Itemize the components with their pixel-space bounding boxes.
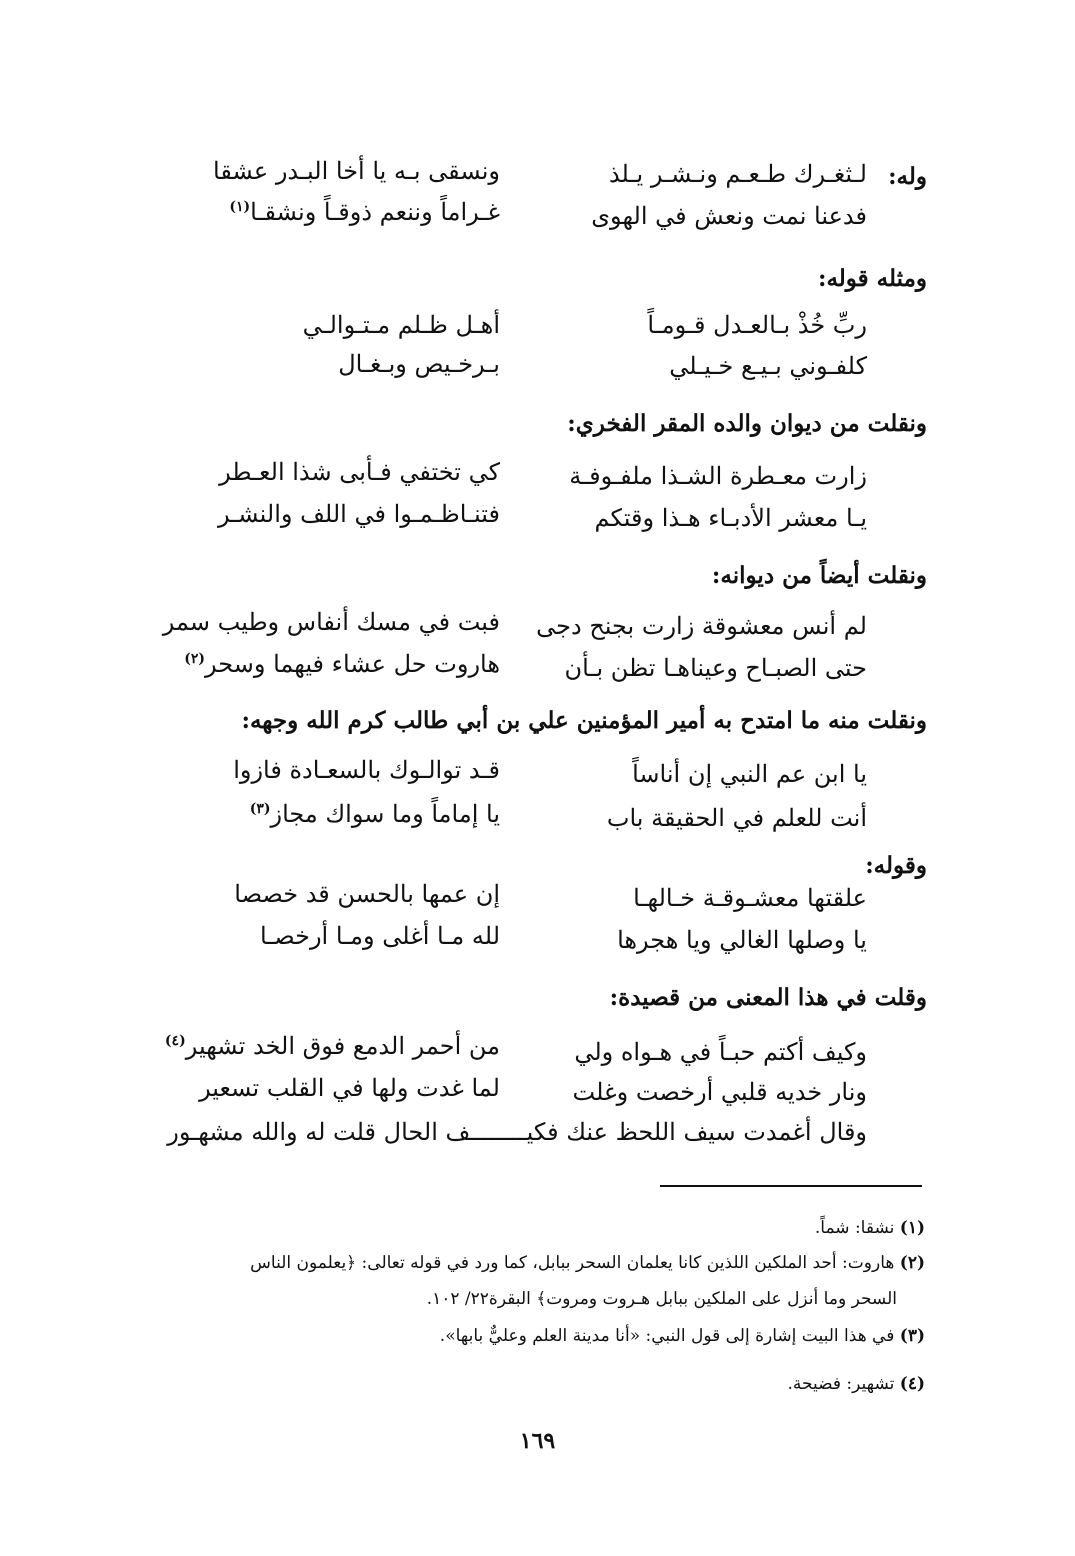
verse-hemistich-first: يا ابن عم النبي إن أناساً [632,760,867,788]
verse-hemistich-first: علقتها معشـوقـة خـالهـا [633,884,867,912]
section-label: ونقلت من ديوان والده المقر الفخري: [567,410,927,437]
verse-hemistich-first: لم أنس معشوقة زارت بجنح دجى [536,612,867,640]
verse-hemistich-first: وكيف أكتم حبـاً في هـواه ولي [574,1038,867,1066]
verse-hemistich-first: يـا معشر الأدبـاء هـذا وقتكم [594,504,867,532]
verse-hemistich-second [170,198,500,226]
verse-text: غـراماً وننعم ذوقـاً ونشقـا [250,198,500,226]
verse-hemistich-second: لله مـا أغلى ومـا أرخصـا [259,922,500,950]
verse-hemistich-first: كلفـوني بـيـع خـيـلي [669,352,867,380]
verse-hemistich-first: لـثغـرك طـعـم ونـشـر يـلذ [608,160,867,188]
footnote-number: (٤) [899,1374,925,1394]
section-label: وقلت في هذا المعنى من قصيدة: [609,984,927,1011]
section-label: ونقلت أيضاً من ديوانه: [711,562,927,589]
verse-hemistich-first: فدعنا نمت ونعش في الهوى [591,202,867,230]
footnote [100,1218,925,1238]
verse-hemistich-second: إن عمها بالحسن قد خصصا [234,880,500,908]
verse-hemistich-second: لما غدت ولها في القلب تسعير [199,1074,500,1102]
verse-hemistich-first: يا وصلها الغالي ويا هجرها [617,926,867,954]
footnote-number: (١) [899,1218,925,1238]
footnote-text: تشهير: فضيحة. [787,1374,895,1394]
footnote-marker: (٢) [184,651,205,667]
verse-joined-line: وقال أغمدت سيف اللحظ عنك فكيــــــــف الحال قلت له والله مشهـور [167,1118,867,1146]
footnote [100,1374,925,1394]
footnote-number: (٢) [899,1253,925,1273]
section-label: وقوله: [865,852,927,879]
verse-hemistich-second: كي تختفي فـأبى شذا العـطر [219,458,500,486]
verse-hemistich-second: قـد توالـوك بالسعـادة فازوا [233,756,500,784]
verse-text: يا إماماً وما سواك مجاز [270,800,500,828]
verse-hemistich-second: بـرخـيص وبـغـال [338,350,500,378]
footnote-number: (٣) [899,1326,925,1346]
footnote-text: في هذا البيت إشارة إلى قول النبي: «أنا مدينة العلم وعليٌّ بابها». [439,1326,895,1346]
footnote-text: نشقا: شماً. [814,1218,895,1238]
verse-hemistich-first: أنت للعلم في الحقيقة باب [606,804,867,832]
verse-hemistich-second: فتنـاظـمـوا في اللف والنشـر [217,500,500,528]
verse-hemistich-second: أهـل ظـلم مـتـوالـي [302,311,500,339]
verse-hemistich-first: ربِّ خُذْ بـالعـدل قـومـاً [647,311,867,339]
footnote-marker: (٣) [249,801,271,817]
footnote-continuation: السحر وما أنزل على الملكين ببابل هـروت ومروت﴾ البقرة٢٢/ ١٠٢. [426,1289,897,1309]
verse-hemistich-first: حتى الصبـاح وعيناهـا تظن بـأن [564,654,867,682]
section-label: ومثله قوله: [817,265,927,292]
verse-hemistich-first: زارت معـطرة الشـذا ملفـوفـة [569,462,867,490]
verse-hemistich-second [170,650,500,678]
footnote [100,1326,925,1346]
footnote-text: هاروت: أحد الملكين اللذين كانا يعلمان السحر ببابل، كما ورد في قوله تعالى: ﴿يعلمون الناس [250,1253,895,1273]
verse-text: من أحمر الدمع فوق الخد تشهير [185,1032,500,1060]
verse-hemistich-second [170,800,500,828]
verse-hemistich-second: فبت في مسك أنفاس وطيب سمر [162,608,500,636]
footnote-separator [660,1185,922,1187]
page-number: ١٦٩ [519,1428,556,1454]
verse-text: هاروت حل عشاء فيهما وسحر [205,650,500,678]
section-label: وله: [888,163,927,190]
section-label: ونقلت منه ما امتدح به أمير المؤمنين علي بن أبي طالب كرم الله وجهه: [241,707,927,734]
footnote-marker: (٤) [164,1033,186,1049]
verse-hemistich-second: ونسقى بـه يا أخا البـدر عشقا [213,157,500,185]
verse-hemistich-second [164,1032,500,1060]
verse-hemistich-first: ونار خديه قلبي أرخصت وغلت [572,1078,867,1106]
footnote-marker: (١) [229,199,251,215]
footnote [100,1252,925,1273]
